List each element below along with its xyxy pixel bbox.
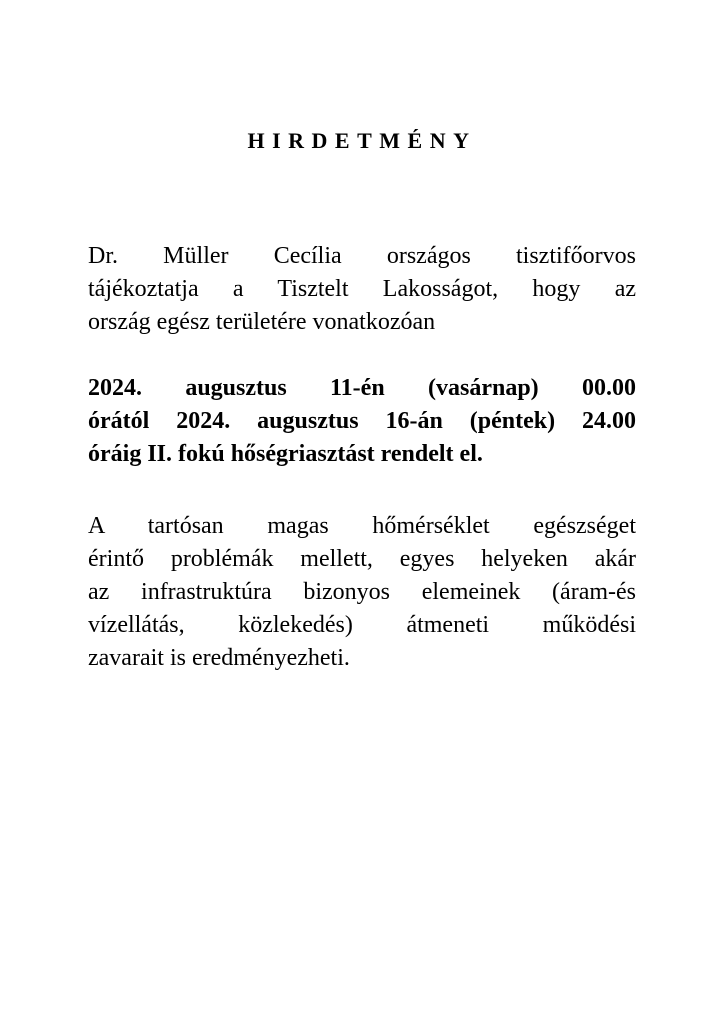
intro-line: Dr. Müller Cecília országos tisztifőorvos	[88, 243, 636, 269]
alert-line: órától 2024. augusztus 16-án (péntek) 24.00	[88, 408, 636, 434]
impact-line: vízellátás, közlekedés) átmeneti működési	[88, 612, 636, 638]
alert-line: 2024. augusztus 11-én (vasárnap) 00.00	[88, 375, 636, 401]
intro-line: ország egész területére vonatkozóan	[88, 309, 436, 335]
impact-line: A tartósan magas hőmérséklet egészséget	[88, 513, 636, 539]
notice-title: HIRDETMÉNY	[247, 128, 477, 153]
alert-period-paragraph	[88, 372, 636, 471]
impact-paragraph	[88, 510, 636, 675]
impact-line: érintő problémák mellett, egyes helyeken akár	[88, 546, 636, 572]
intro-paragraph	[88, 240, 636, 339]
impact-line: zavarait is eredményezheti.	[88, 645, 350, 671]
impact-line: az infrastruktúra bizonyos elemeinek (áram-és	[88, 579, 636, 605]
alert-line: óráig II. fokú hőségriasztást rendelt el.	[88, 441, 483, 467]
intro-line: tájékoztatja a Tisztelt Lakosságot, hogy az	[88, 276, 636, 302]
